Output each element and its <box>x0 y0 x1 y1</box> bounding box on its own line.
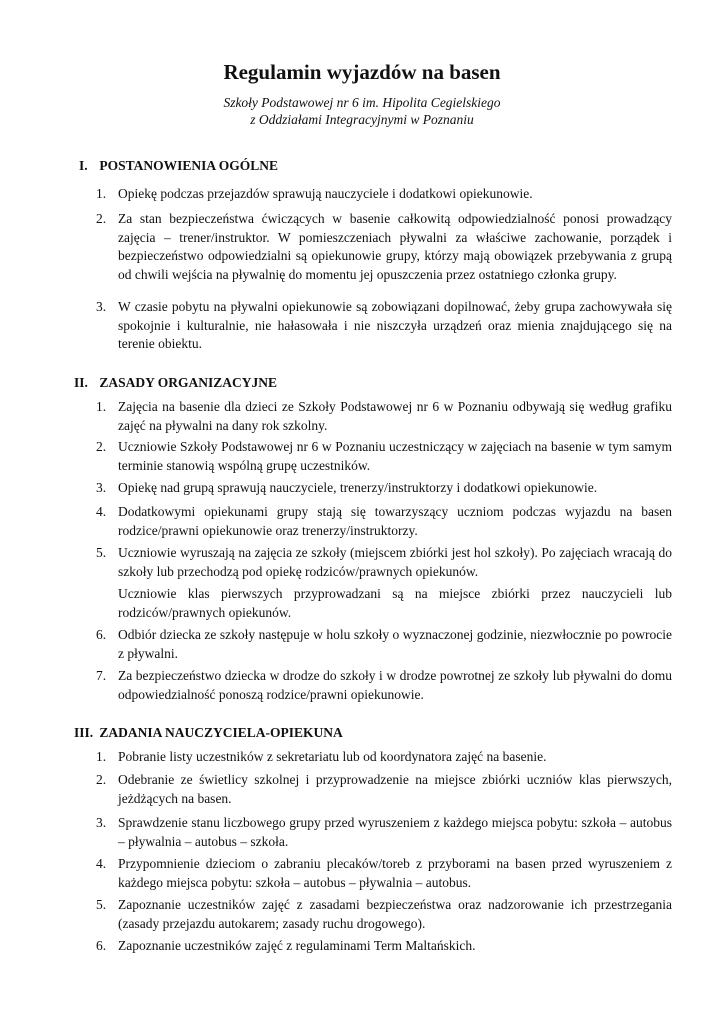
document-title: Regulamin wyjazdów na basen <box>223 60 501 84</box>
item-text: Pobranie listy uczestników z sekretariatu lub od koordynatora zajęć na basenie. <box>118 749 547 764</box>
section-heading-2 <box>74 375 277 391</box>
item-number: 4. <box>96 504 107 519</box>
list-item <box>96 937 672 956</box>
item-text: Sprawdzenie stanu liczbowego grupy przed wyruszeniem z każdego miejsca pobytu: szkoła – autobus – pływalnia – autobus – szkoła. <box>118 815 672 849</box>
item-number: 6. <box>96 938 107 953</box>
section-heading-3 <box>74 725 343 741</box>
item-text: Opiekę podczas przejazdów sprawują nauczyciele i dodatkowi opiekunowie. <box>118 186 533 201</box>
item-number: 1. <box>96 399 107 414</box>
subtitle-line-1: Szkoły Podstawowej nr 6 im. Hipolita Cegielskiego <box>223 95 501 110</box>
item-number: 3. <box>96 299 107 314</box>
item-number: 5. <box>96 897 107 912</box>
item-text: Dodatkowymi opiekunami grupy stają się towarzyszący uczniom podczas wyjazdu na basen rodzice/prawni opiekunowie oraz trenerzy/instruktorzy. <box>118 504 672 538</box>
section-number: II. <box>74 375 88 390</box>
list-item <box>96 667 672 704</box>
list-item <box>96 438 672 475</box>
item-number: 2. <box>96 439 107 454</box>
section-heading-1 <box>79 158 278 174</box>
section-title: ZASADY ORGANIZACYJNE <box>99 375 278 390</box>
list-item <box>96 814 672 851</box>
list-item <box>96 210 672 284</box>
item-continuation: Uczniowie klas pierwszych przyprowadzani są na miejsce zbiórki przez nauczycieli lub rodziców/prawnych opiekunów. <box>118 586 672 620</box>
section-number: III. <box>74 725 94 740</box>
item-number: 6. <box>96 627 107 642</box>
list-item <box>96 503 672 540</box>
item-number: 3. <box>96 480 107 495</box>
section-number: I. <box>79 158 88 173</box>
item-text: Zapoznanie uczestników zajęć z regulaminami Term Maltańskich. <box>118 938 476 953</box>
item-text: Zajęcia na basenie dla dzieci ze Szkoły Podstawowej nr 6 w Poznaniu odbywają się według grafiku zajęć na pływalni na dany rok szkolny. <box>118 399 672 433</box>
list-item <box>96 185 672 204</box>
list-item <box>96 748 672 767</box>
item-number: 1. <box>96 186 107 201</box>
item-text: W czasie pobytu na pływalni opiekunowie są zobowiązani dopilnować, żeby grupa zachowywała się spokojnie i kulturalnie, nie hałasowała i nie niszczyła urządzeń oraz mienia znajdującego się na terenie obiektu. <box>118 299 672 351</box>
list-item <box>96 298 672 354</box>
document-subtitle <box>0 94 724 128</box>
list-item <box>96 771 672 808</box>
list-item <box>96 626 672 663</box>
item-text: Przypomnienie dzieciom o zabraniu plecaków/toreb z przyborami na basen przed wyruszeniem z każdego miejsca pobytu: szkoła – autobus – pływalnia – autobus. <box>118 856 672 890</box>
item-text: Zapoznanie uczestników zajęć z zasadami bezpieczeństwa oraz nadzorowanie ich przestrzegania (zasady przejazdu autokarem; zasady ruchu drogowego). <box>118 897 672 931</box>
item-text: Odebranie ze świetlicy szkolnej i przyprowadzenie na miejsce zbiórki uczniów klas pierwszych, jeżdżących na basen. <box>118 772 672 806</box>
list-item <box>96 855 672 892</box>
item-text: Za stan bezpieczeństwa ćwiczących w basenie całkowitą odpowiedzialność ponosi prowadzący zajęcia – trener/instruktor. W pomieszczeniach pływalni za właściwe zachowanie, porządek i bezpieczeństwo odpowiedzialni są opiekunowie grupy, którzy mają obowiązek przebywania z grupą od chwili wejścia na pływalnię do momentu jej opuszczenia przez ostatniego członka grupy. <box>118 211 672 282</box>
list-item <box>96 544 672 581</box>
list-item <box>96 479 672 498</box>
item-number: 7. <box>96 668 107 683</box>
list-item <box>96 398 672 435</box>
item-text: Uczniowie wyruszają na zajęcia ze szkoły (miejscem zbiórki jest hol szkoły). Po zajęciach wracają do szkoły lub przechodzą pod opiekę rodziców/prawnych opiekunów. <box>118 545 672 579</box>
subtitle-line-2: z Oddziałami Integracyjnymi w Poznaniu <box>250 112 474 127</box>
item-number: 1. <box>96 749 107 764</box>
item-number: 2. <box>96 211 107 226</box>
item-number: 2. <box>96 772 107 787</box>
item-text: Odbiór dziecka ze szkoły następuje w holu szkoły o wyznaczonej godzinie, niezwłocznie po powrocie z pływalni. <box>118 627 672 661</box>
section-title: ZADANIA NAUCZYCIELA-OPIEKUNA <box>99 725 343 740</box>
item-number: 5. <box>96 545 107 560</box>
item-text: Za bezpieczeństwo dziecka w drodze do szkoły i w drodze powrotnej ze szkoły lub pływalni do domu odpowiedzialność ponoszą rodzice/prawni opiekunowie. <box>118 668 672 702</box>
item-text: Opiekę nad grupą sprawują nauczyciele, trenerzy/instruktorzy i dodatkowi opiekunowie. <box>118 480 598 495</box>
list-item <box>96 896 672 933</box>
item-number: 3. <box>96 815 107 830</box>
item-text: Uczniowie Szkoły Podstawowej nr 6 w Poznaniu uczestniczący w zajęciach na basenie w tym samym terminie stanowią wspólną grupę uczestników. <box>118 439 672 473</box>
section-title: POSTANOWIENIA OGÓLNE <box>99 158 279 173</box>
item-number: 4. <box>96 856 107 871</box>
